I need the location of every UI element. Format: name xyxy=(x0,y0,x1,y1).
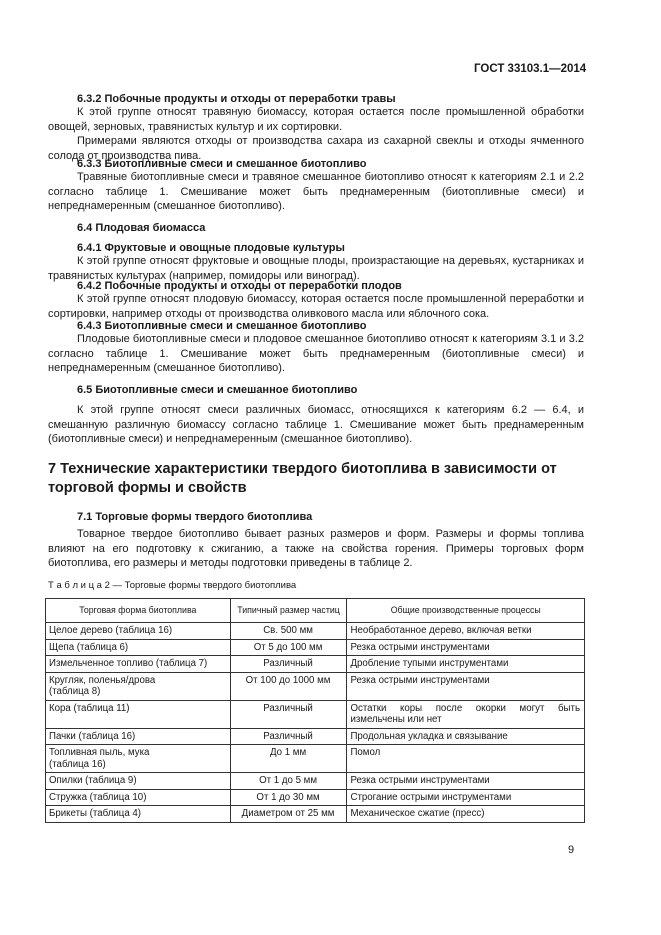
column-header-form: Торговая форма биотоплива xyxy=(46,599,231,623)
table-row xyxy=(46,639,585,656)
cell-process: Резка острыми инструментами xyxy=(347,639,585,656)
table-row xyxy=(46,656,585,673)
paragraph-6-3-2-b: Примерами являются отходы от производства сахара из сахарной свеклы и отходы ячменного солода от производства пива. xyxy=(48,135,584,162)
heading-7-1: 7.1 Торговые формы твердого биотоплива xyxy=(77,511,313,523)
cell-size: Различный xyxy=(230,700,347,728)
cell-form: Щепа (таблица 6) xyxy=(46,639,231,656)
table-row xyxy=(46,700,585,728)
table-row xyxy=(46,745,585,773)
paragraph-6-4-1: К этой группе относят фруктовые и овощные плоды, произрастающие на деревьях, кустарниках и травянистых культурах (например, помидоры или виноград). xyxy=(48,255,584,282)
cell-form: Целое дерево (таблица 16) xyxy=(46,623,231,640)
paragraph-6-4-2: К этой группе относят плодовую биомассу, которая остается после промышленной переработки и сортировки, например отходы от производства оливкового масла или яблочного сока. xyxy=(48,293,584,320)
heading-6-4: 6.4 Плодовая биомасса xyxy=(77,222,206,234)
paragraph-7-1: Товарное твердое биотопливо бывает разных размеров и форм. Размеры и формы топлива влияют на его подготовку к сжиганию, а также на свойства горения. Примеры торговых форм биотоплива, его размеры и методы подготовки приведены в таблице 2. xyxy=(48,528,584,570)
table-row xyxy=(46,623,585,640)
cell-process: Остатки коры после окорки могут быть измельчены или нет xyxy=(347,700,585,728)
cell-size: До 1 мм xyxy=(230,745,347,773)
cell-form: Измельченное топливо (таблица 7) xyxy=(46,656,231,673)
paragraph-6-3-2-a: К этой группе относят травяную биомассу, которая остается после промышленной обработки овощей, зерновых, травянистых культур и их сортировки. xyxy=(48,106,584,133)
paragraph-6-3-3: Травяные биотопливные смеси и травяное смешанное биотопливо относят к категориям 2.1 и 2.2 согласно таблице 1. Смешивание может быть преднамеренным (биотопливные смеси) и непреднамеренным (смешанное биотопливо). xyxy=(48,171,584,213)
paragraph-6-4-3: Плодовые биотопливные смеси и плодовое смешанное биотопливо относят к категориям 3.1 и 3.2 согласно таблице 1. Смешивание может быть преднамеренным (биотопливные смеси) и непреднамеренным (смешанное биотопливо). xyxy=(48,333,584,375)
cell-form: Стружка (таблица 10) xyxy=(46,789,231,806)
page-number: 9 xyxy=(568,844,575,856)
heading-6-5: 6.5 Биотопливные смеси и смешанное биотопливо xyxy=(77,384,358,396)
heading-6-3-3: 6.3.3 Биотопливные смеси и смешанное биотопливо xyxy=(77,158,367,170)
cell-form: Пачки (таблица 16) xyxy=(46,728,231,745)
column-header-size: Типичный размер частиц xyxy=(230,599,347,623)
cell-size: От 1 до 30 мм xyxy=(230,789,347,806)
cell-process: Механическое сжатие (пресс) xyxy=(347,806,585,823)
table-row xyxy=(46,728,585,745)
table-row xyxy=(46,806,585,823)
table-row xyxy=(46,789,585,806)
cell-size: Различный xyxy=(230,728,347,745)
cell-form: Топливная пыль, мука (таблица 16) xyxy=(46,745,231,773)
cell-size: От 1 до 5 мм xyxy=(230,773,347,790)
cell-process: Дробление тупыми инструментами xyxy=(347,656,585,673)
commercial-forms-table xyxy=(45,598,585,823)
cell-form: Кора (таблица 11) xyxy=(46,700,231,728)
cell-size: Св. 500 мм xyxy=(230,623,347,640)
cell-form: Брикеты (таблица 4) xyxy=(46,806,231,823)
cell-process: Строгание острыми инструментами xyxy=(347,789,585,806)
heading-6-3-2: 6.3.2 Побочные продукты и отходы от переработки травы xyxy=(77,93,396,105)
document-code: ГОСТ 33103.1—2014 xyxy=(474,63,587,75)
cell-process: Продольная укладка и связывание xyxy=(347,728,585,745)
table-row xyxy=(46,773,585,790)
paragraph-6-5: К этой группе относят смеси различных биомасс, относящихся к категориям 6.2 — 6.4, и смешанную различную биомассу согласно таблице 1. Смешивание может быть преднамеренным (биотопливные смеси) и непреднамеренным (смешанное биотопливо). xyxy=(48,404,584,446)
column-header-processes: Общие производственные процессы xyxy=(347,599,585,623)
heading-6-4-1: 6.4.1 Фруктовые и овощные плодовые культуры xyxy=(77,242,345,254)
cell-size: От 5 до 100 мм xyxy=(230,639,347,656)
cell-size: Различный xyxy=(230,656,347,673)
cell-process: Резка острыми инструментами xyxy=(347,672,585,700)
cell-form: Опилки (таблица 9) xyxy=(46,773,231,790)
table-header-row xyxy=(46,599,585,623)
heading-6-4-3: 6.4.3 Биотопливные смеси и смешанное биотопливо xyxy=(77,320,367,332)
cell-process: Резка острыми инструментами xyxy=(347,773,585,790)
cell-process: Помол xyxy=(347,745,585,773)
table-caption: Т а б л и ц а 2 — Торговые формы твердого биотоплива xyxy=(48,580,297,591)
cell-form: Кругляк, поленья/дрова (таблица 8) xyxy=(46,672,231,700)
table-row xyxy=(46,672,585,700)
heading-section-7: 7 Технические характеристики твердого биотоплива в зависимости от торговой формы и свойств xyxy=(48,461,557,496)
cell-process: Необработанное дерево, включая ветки xyxy=(347,623,585,640)
cell-size: От 100 до 1000 мм xyxy=(230,672,347,700)
heading-6-4-2: 6.4.2 Побочные продукты и отходы от переработки плодов xyxy=(77,280,402,292)
cell-size: Диаметром от 25 мм xyxy=(230,806,347,823)
